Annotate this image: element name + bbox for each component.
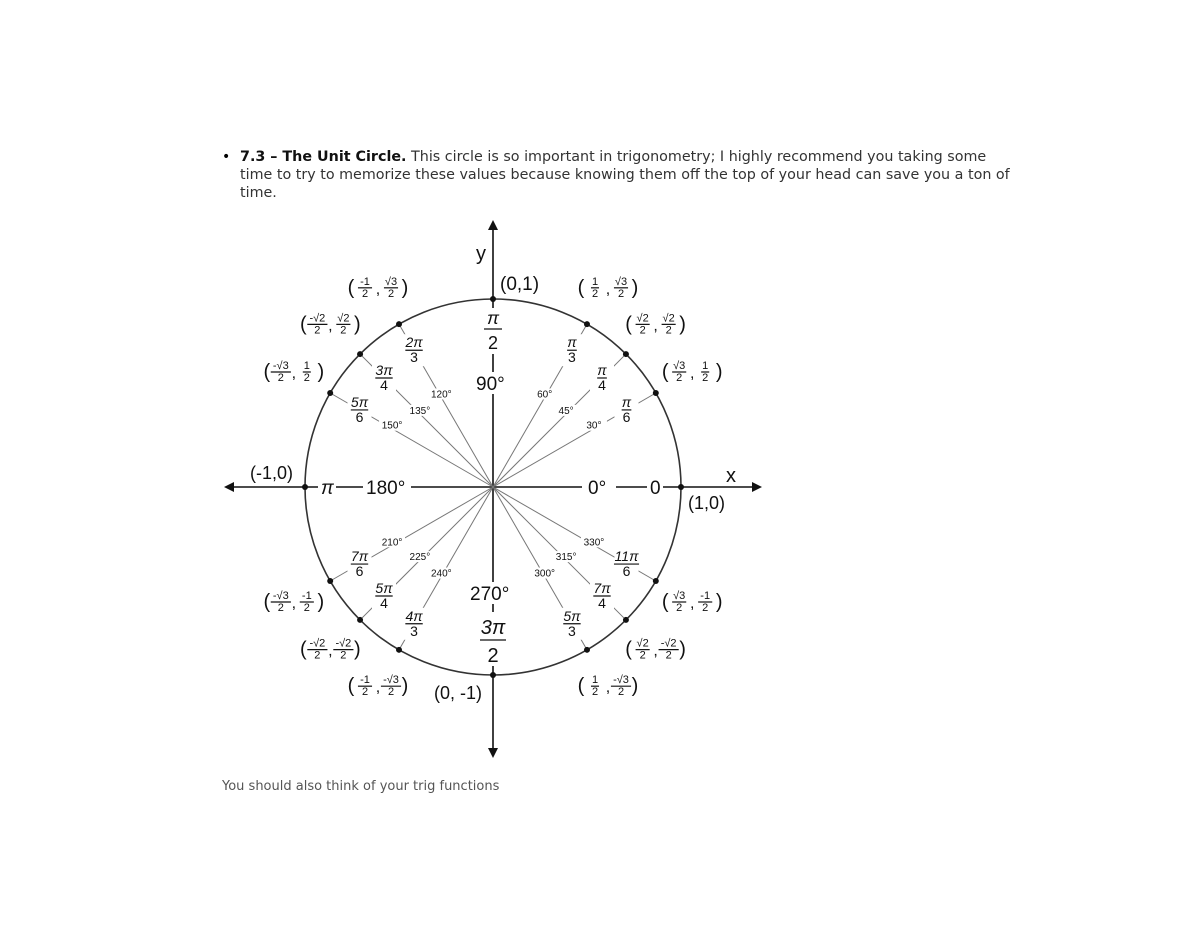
point-120 — [396, 321, 402, 327]
coord-120-close: ) — [401, 276, 409, 299]
rad-90-num: π — [486, 308, 500, 328]
coord-330-y-num: -1 — [700, 590, 711, 602]
coord-60-close: ) — [631, 276, 639, 299]
coord-45-close: ) — [679, 313, 686, 336]
cutoff-next-paragraph: You should also think of your trig functions — [222, 779, 500, 794]
deg-60-label: 60° — [537, 389, 553, 401]
coord-315-y — [659, 638, 679, 662]
coord-330 — [662, 590, 723, 614]
coord-60-y-num: √3 — [614, 275, 628, 288]
coord-135-close: ) — [354, 313, 361, 336]
coord-60 — [578, 276, 639, 300]
coord-210-y — [300, 590, 314, 614]
point-right-label: (1,0) — [688, 493, 726, 513]
coord-150-y — [303, 360, 311, 384]
coord-30-close: ) — [715, 361, 723, 383]
rad-240-fraction-num: 4π — [405, 607, 423, 624]
coord-330-comma: , — [689, 595, 695, 612]
coord-225-x-num: -√2 — [309, 637, 326, 650]
coord-120-y — [384, 276, 398, 300]
coord-240-x — [358, 674, 372, 698]
coord-30-y — [701, 360, 709, 384]
point-330 — [653, 578, 659, 584]
coord-150-comma: , — [291, 365, 297, 382]
coord-210-comma: , — [291, 595, 297, 612]
deg-315-label: 315° — [555, 552, 577, 564]
coord-30-x-den: 2 — [676, 372, 683, 384]
rad-225-fraction-den: 4 — [380, 595, 388, 612]
coord-225-y-den: 2 — [340, 649, 347, 662]
coord-30-y-num: 1 — [702, 360, 709, 372]
coord-210-y-den: 2 — [303, 602, 310, 614]
coord-225-close: ) — [354, 638, 361, 661]
coord-330-x-num: √3 — [673, 590, 686, 602]
coord-150-x — [271, 360, 291, 384]
coord-60-x-den: 2 — [591, 287, 599, 300]
coord-150-x-num: -√3 — [272, 360, 289, 372]
deg-210-label: 210° — [381, 537, 403, 549]
coord-135-x-num: -√2 — [309, 312, 326, 325]
deg-135-label: 135° — [409, 405, 431, 417]
coord-150-y-den: 2 — [303, 372, 310, 384]
rad-315-fraction-den: 4 — [598, 595, 606, 612]
coord-330-x-den: 2 — [676, 602, 683, 614]
coord-210-open: ( — [263, 591, 271, 613]
point-0 — [678, 484, 684, 490]
coord-240-open: ( — [347, 675, 355, 698]
rad-315-fraction-num: 7π — [593, 580, 611, 597]
coord-150-x-den: 2 — [277, 372, 284, 384]
rad-45-fraction — [597, 362, 607, 393]
coord-315-x-den: 2 — [639, 649, 646, 662]
rad-225-fraction-num: 5π — [375, 580, 393, 597]
rad-90-den: 2 — [487, 333, 499, 353]
rad-180-label: π — [321, 478, 334, 499]
rad-135-fraction-den: 4 — [380, 376, 388, 393]
coord-210-close: ) — [317, 591, 325, 613]
coord-135 — [300, 312, 361, 336]
coord-135-y — [336, 312, 350, 336]
coord-45-x — [636, 312, 650, 336]
coord-120 — [348, 276, 409, 300]
point-left-label: (-1,0) — [250, 463, 294, 483]
coord-240-y-num: -√3 — [383, 674, 399, 687]
rad-150-fraction-num: 5π — [350, 393, 369, 410]
coord-225-open: ( — [300, 638, 307, 661]
point-150 — [327, 390, 333, 396]
coord-330-close: ) — [715, 591, 723, 613]
coord-120-open: ( — [347, 276, 355, 299]
coord-240-y — [381, 674, 401, 698]
intro-body: This circle is so important in trigonometry; I highly recommend you taking some time to try to memorize these values because knowing them off the top of your head can save you a ton of time. — [240, 149, 1010, 201]
rad-240-fraction-den: 3 — [410, 622, 418, 639]
coord-120-x-den: 2 — [361, 287, 369, 300]
rad-270-num: 3π — [480, 617, 506, 639]
coord-300-x-den: 2 — [591, 686, 599, 699]
coord-135-y-num: √2 — [337, 312, 350, 325]
coord-120-y-num: √3 — [384, 275, 398, 288]
coord-330-y-den: 2 — [702, 602, 709, 614]
coord-120-x — [358, 276, 372, 300]
point-90 — [490, 296, 496, 302]
coord-300-close: ) — [631, 675, 639, 698]
coord-225-x-den: 2 — [314, 649, 321, 662]
coord-300-comma: , — [605, 679, 611, 697]
coord-60-x — [591, 276, 599, 300]
coord-30 — [662, 360, 723, 384]
rad-210-fraction-den: 6 — [355, 563, 364, 580]
coord-135-x-den: 2 — [314, 324, 321, 337]
deg-225-label: 225° — [409, 552, 431, 564]
point-45 — [623, 351, 629, 357]
coord-330-open: ( — [661, 591, 669, 613]
coord-210 — [263, 590, 324, 614]
coord-150-y-num: 1 — [303, 360, 310, 372]
deg-45-label: 45° — [558, 405, 574, 417]
coord-300-y — [611, 674, 631, 698]
coord-210-x — [271, 590, 291, 614]
coord-45 — [625, 312, 686, 336]
coord-45-x-den: 2 — [639, 324, 646, 337]
coord-315-close: ) — [679, 638, 686, 661]
coord-315-open: ( — [625, 638, 632, 661]
rad-300-fraction-den: 3 — [568, 622, 576, 639]
coord-45-comma: , — [653, 317, 658, 335]
coord-120-y-den: 2 — [387, 287, 395, 300]
rad-60-fraction-num: π — [567, 334, 577, 351]
coord-240-x-den: 2 — [361, 686, 369, 699]
rad-45-fraction-num: π — [597, 361, 607, 378]
rad-270-den: 2 — [487, 645, 499, 667]
coord-60-x-num: 1 — [591, 275, 599, 288]
rad-30-fraction — [622, 394, 632, 425]
deg-300-label: 300° — [534, 568, 556, 580]
point-bottom-label: (0, -1) — [434, 683, 483, 703]
coord-300-y-den: 2 — [617, 686, 625, 699]
coord-30-x — [672, 360, 686, 384]
coord-300-x — [591, 674, 599, 698]
coord-30-comma: , — [689, 365, 695, 382]
coord-45-open: ( — [625, 313, 632, 336]
coord-315-y-num: -√2 — [660, 637, 677, 650]
deg-150-label: 150° — [381, 420, 403, 432]
rad-300-fraction-num: 5π — [563, 607, 581, 624]
rad-30-fraction-den: 6 — [622, 408, 631, 425]
point-225 — [357, 617, 363, 623]
point-270 — [490, 672, 496, 678]
coord-240-comma: , — [375, 679, 381, 697]
point-240 — [396, 647, 402, 653]
coord-225-comma: , — [328, 642, 333, 660]
coord-210-y-num: -1 — [301, 590, 312, 602]
coord-60-open: ( — [577, 276, 585, 299]
coord-315-x-num: √2 — [636, 637, 649, 650]
coord-300-y-num: -√3 — [613, 674, 629, 687]
rad-90-fraction — [483, 308, 503, 354]
coord-300-open: ( — [577, 675, 585, 698]
coord-225 — [300, 638, 361, 662]
point-315 — [623, 617, 629, 623]
coord-330-x — [672, 590, 686, 614]
coord-150 — [263, 360, 324, 384]
rad-0-label: 0 — [650, 478, 661, 499]
coord-300-x-num: 1 — [591, 674, 599, 687]
rad-270-fraction — [478, 612, 508, 667]
rad-135-fraction-num: 3π — [375, 361, 393, 378]
deg-30-label: 30° — [586, 420, 602, 432]
intro-heading: 7.3 – The Unit Circle. — [240, 149, 407, 165]
y-axis-label: y — [476, 243, 486, 265]
bullet: • — [222, 149, 231, 165]
coord-30-open: ( — [661, 361, 669, 383]
coord-45-y — [662, 312, 676, 336]
coord-30-x-num: √3 — [673, 360, 686, 372]
coord-45-y-num: √2 — [662, 312, 675, 325]
point-180 — [302, 484, 308, 490]
coord-150-open: ( — [263, 361, 271, 383]
deg-180-label: 180° — [366, 478, 406, 499]
coord-60-y — [614, 276, 628, 300]
rad-120-fraction-den: 3 — [410, 349, 418, 366]
point-135 — [357, 351, 363, 357]
rad-45-fraction-den: 4 — [598, 376, 606, 393]
coord-225-y-num: -√2 — [335, 637, 352, 650]
coord-60-comma: , — [605, 280, 611, 298]
rad-60-fraction-den: 3 — [568, 349, 576, 366]
rad-330-fraction-num: 11π — [614, 548, 639, 565]
coord-330-y — [698, 590, 712, 614]
rad-30-fraction-num: π — [621, 393, 632, 410]
coord-315-x — [636, 638, 650, 662]
coord-135-x — [307, 312, 327, 336]
point-300 — [584, 647, 590, 653]
coord-240-close: ) — [401, 675, 409, 698]
coord-120-x-num: -1 — [360, 275, 370, 288]
coord-240-x-num: -1 — [360, 674, 370, 687]
rad-210-fraction-num: 7π — [350, 548, 369, 565]
rad-330-fraction-den: 6 — [622, 563, 631, 580]
deg-240-label: 240° — [430, 568, 452, 580]
coord-225-x — [307, 638, 327, 662]
coord-60-y-den: 2 — [617, 287, 625, 300]
point-top-label: (0,1) — [500, 274, 540, 295]
coord-210-x-num: -√3 — [272, 590, 289, 602]
x-axis-label: x — [726, 465, 736, 487]
coord-30-y-den: 2 — [702, 372, 709, 384]
coord-135-open: ( — [300, 313, 307, 336]
coord-210-x-den: 2 — [277, 602, 284, 614]
rad-150-fraction-den: 6 — [355, 408, 364, 425]
rad-120-fraction-num: 2π — [405, 334, 423, 351]
coord-315 — [625, 638, 686, 662]
coord-135-y-den: 2 — [340, 324, 347, 337]
coord-150-close: ) — [317, 361, 325, 383]
deg-0-label: 0° — [588, 478, 607, 499]
coord-315-y-den: 2 — [665, 649, 672, 662]
deg-90-label: 90° — [476, 374, 505, 395]
coord-45-x-num: √2 — [636, 312, 649, 325]
coord-120-comma: , — [375, 280, 381, 298]
coord-240-y-den: 2 — [387, 686, 395, 699]
coord-45-y-den: 2 — [665, 324, 672, 337]
deg-120-label: 120° — [430, 389, 452, 401]
point-210 — [327, 578, 333, 584]
coord-135-comma: , — [328, 317, 333, 335]
point-60 — [584, 321, 590, 327]
coord-315-comma: , — [653, 642, 658, 660]
point-30 — [653, 390, 659, 396]
coord-300 — [578, 674, 639, 698]
deg-270-label: 270° — [470, 584, 510, 605]
coord-225-y — [333, 638, 353, 662]
coord-240 — [348, 674, 409, 698]
deg-330-label: 330° — [583, 537, 605, 549]
rad-60-fraction — [567, 334, 577, 365]
